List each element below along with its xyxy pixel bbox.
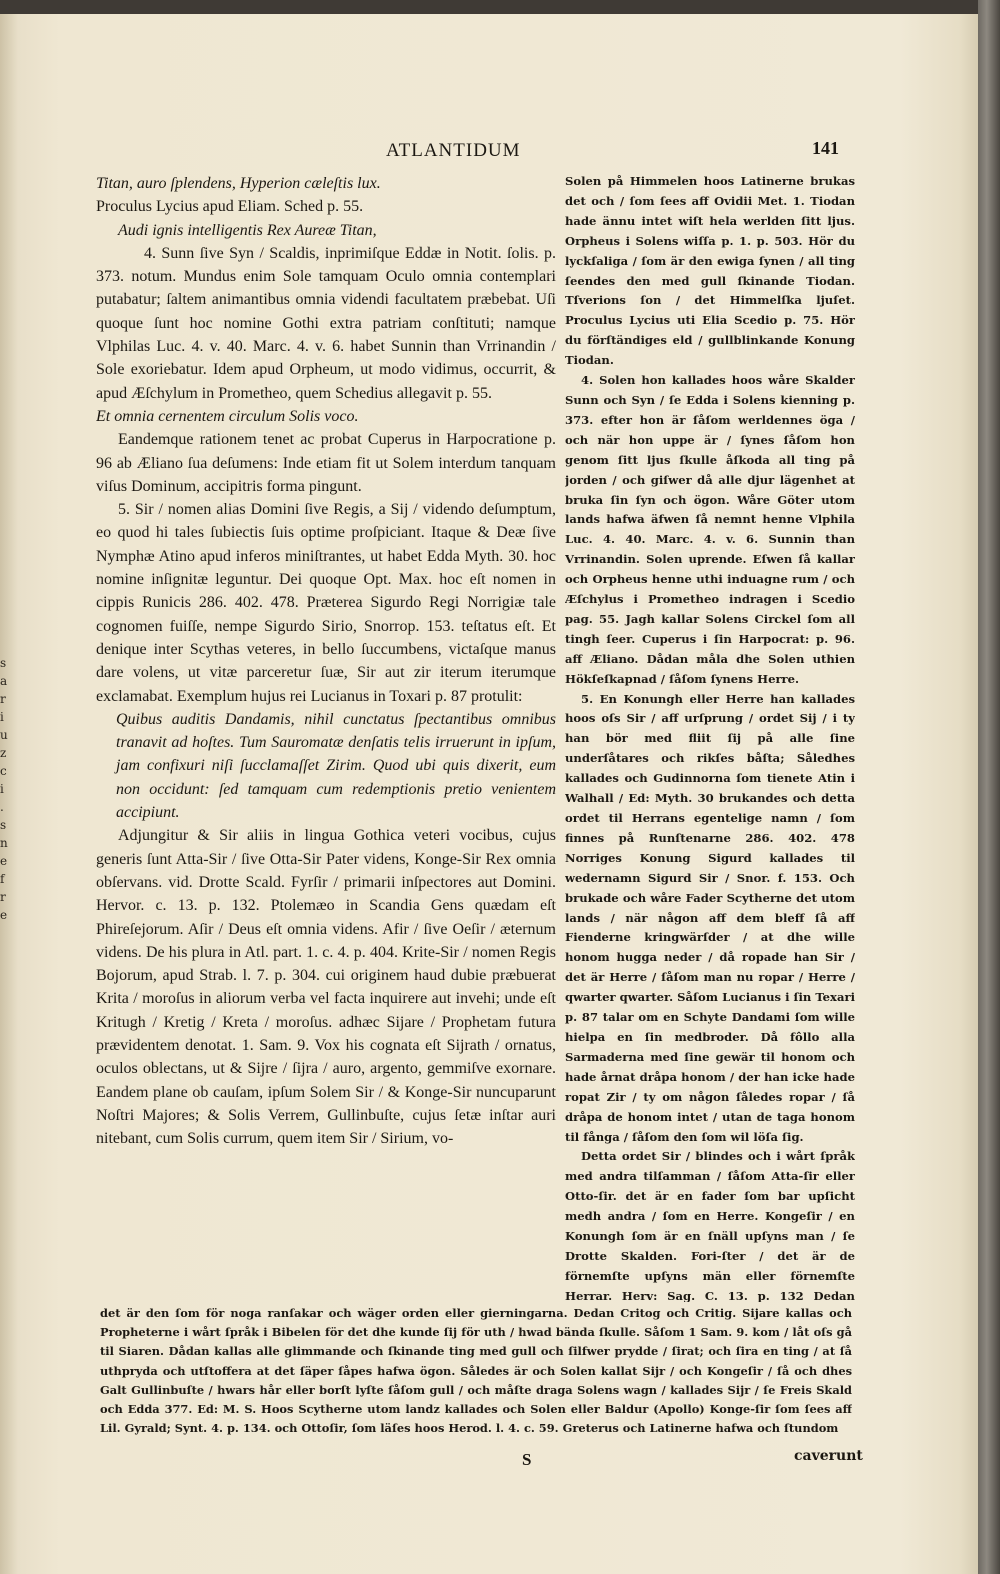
gutter-fragment-text: s a r i u z c i . s n e f r e: [0, 656, 8, 922]
catchword: caverunt: [794, 1448, 863, 1464]
latin-paragraph: Audi ignis intelligentis Rex Aureæ Titan,: [118, 221, 377, 239]
latin-paragraph: Eandemque rationem tenet ac probat Cuperus in Harpocratione p. 96 ab Æliano ſua deſumens: Inde etiam fit ut Solem interdum tanquam viſus Dominum, accipitris forma pingunt.: [96, 431, 556, 495]
latin-paragraph: Et omnia cernentem circulum Solis voco.: [96, 407, 359, 425]
latin-paragraph: Quibus auditis Dandamis, nihil cunctatus ſpectantibus omnibus tranavit ad hoſtes. Tum Sauromatæ denſatis telis irruerunt in ipſum, jam confixuri niſi ſucclamaſſet Zirim. Quod ubi quis dixerit, eum non occidunt: ſed tamquam cum redemptionis pretio venientem accipiunt.: [116, 710, 556, 822]
book-page: [0, 14, 978, 1574]
latin-paragraph: Proculus Lycius apud Eliam. Sched p. 55.: [96, 198, 364, 216]
book-edge: [978, 0, 1000, 1574]
signature-mark: S: [522, 1450, 532, 1469]
swedish-paragraph: Detta ordet Sir / blindes och i wårt ſpråk med andra tilſamman / ſåſom Atta-ſir eller Otto-ſir. det är en fader ſom bar upſicht medh andra / ſom en Herre. Kongeſir / en Konungh ſom är en ſnäll upſyns man / ſe Drotte Skalden. Fori-ſter / det är de förnemſte upſyns män eller förnemſte Herrar. Herv: Sag. C. 13. p. 132 Dedan: [565, 1149, 855, 1302]
swedish-paragraph: 5. En Konungh eller Herre han kallades hoos oſs Sir / aff urſprung / ordet Sij / i ty han bör med fliit ſij på alle ſine underſåtares och rikſes båſta; Såledhes kallades och Gudinnorna ſom tienete Atin i Walhall / Ed: Myth. 30 brukandes och detta ordet til Herrans egentelige namn / ſom finnes på Runſtenarne 286. 402. 478 Norriges Konung Sigurd kallades til wedernamn Sigurd Sir / Snor. f. 153. Och brukade och wåre Fader Scytherne det utom lands / när någon aff dem bleff ſå aff Fienderne kringwärſder / at dhe wille honom hugga neder / då ropade han Sir / det är Herre / ſåſom man nu ropar / Herre / qwarter qwarter. Såſom Lucianus i ſin Texari p. 87 talar om en Schyte Dandami ſom wille hielpa en ſin medbroder. Då fôllo alla Sarmaderna med ſine gewär til honom och hade årnat dråpa honom / der han icke hade ropat Zir / ty om någon ſåledes ropar / ſå dråpa de honom intet / utan de taga honom til fånga / ſåſom den ſom wil löſa ſig.: [565, 691, 855, 1144]
latin-paragraph: Adjungitur & Sir aliis in lingua Gothica veteri vocibus, cujus generis ſunt Atta-Sir / ſive Otta-Sir Pater videns, Konge-Sir Rex omnia obſervans. vid. Drotte Scald. Fyrſir / primarii inſpectores aut Domini. Hervor. c. 13. p. 132. Ptolemæo in Scandia Gens quædam eſt Phireſejorum. Aſir / Deus eſt omnia videns. Afir / ſive Oeſir / æternum videns. De his plura in Atl. part. 1. c. 4. p. 404. Krite-Sir / nomen Regis Bojorum, apud Strab. l. 7. p. 304. cui originem haud dubie præbuerat Krita / moroſus in aliorum verba vel facta inquirere aut invehi; unde eſt Kritugh / Kretig / Kreta / moroſus. adhæc Sijare / Prophetam futura prævidentem denotat. 1. Sam. 9. Vox his cognata eſt Sijrath / ornatus, oculos oblectans, ut & Sijre / ſijra / auro, argento, gemmiſve exornare. Eandem plane ob cauſam, ipſum Solem Sir / & Konge-Sir nuncuparunt Noſtri Majores; & Solis Verrem, Gullinbuſte, cujus ſetæ inſtar auri nitebant, cum Solis currum, quem item Sir / Sirium, vo-: [96, 827, 556, 1148]
swedish-paragraph: Solen på Himmelen hoos Latinerne brukas det och / ſom ſees aff Ovidii Met. 1. Tiodan hade ännu intet wiſt hela werlden ſitt ljus. Orpheus i Solens wiſſa p. 1. p. 503. Hör du lyckſaliga / ſom är den ewiga ſynen / all ting ſeendes den med gull ſkinande Tiodan. Tſverions ſon / det Himmelſka ljuſet. Proculus Lycius uti Elia Scedio p. 75. Hör du förſtändiges eld / gullblinkande Konung Tiodan.: [565, 174, 855, 368]
latin-paragraph: 4. Sunn ſive Syn / Scaldis, inprimiſque Eddæ in Notit. ſolis. p. 373. notum. Mundus enim Sole tamquam Oculo omnia contemplari putabatur; ſaltem animantibus omnia videndi facultatem præbebat. Uſi quoque ſunt hoc nomine Gothi extra patriam conſtituti; namque Vlphilas Luc. 4. v. 40. Marc. 4. v. 6. habet Sunnin than Vrrinandin / Sole exoriebatur. Idem apud Orpheum, ut modo vidimus, occurrit, & apud Æſchylum in Prometheo, quem Schedius allegavit p. 55.: [96, 244, 556, 402]
page-number: 141: [812, 138, 839, 158]
swedish-continuation-footer: det är den ſom för noga ranſakar och wäger orden eller gierningarna. Dedan Critog och Critig. Sijare kallas och Propheterne i wårt ſpråk i Bibelen för det dhe kunde ſij för uth / hwad bända ſkulle. Såſom 1 Sam. 9. kom / låt oſs gå til Siaren. Dådan kallas alle glimmande och ſkinande ting med gull och ſilfwer prydde / ſirat; och ſira en ting / at ſå uthpryda och utſtoffera at det ſäper ſåpes hafwa ögon. Således är och Solen kallat Sijr / och Kongeſir / ſå och dhes Galt Gullinbuſte / hwars hår eller borſt lyſte ſåſom gull / och måſte draga Solens wagn / kallades Sijr / ſe Freis Skald och Edda 377. Ed: M. S. Hoos Scytherne utom landz kallades och Solen eller Baldur (Apollo) Konge-ſir ſom ſees aff Lil. Gyrald; Synt. 4. p. 134. och Ottoſir, ſom läſes hoos Herod. l. 4. c. 59. Greterus och Latinerne hafwa och ſtundom: [100, 1306, 852, 1436]
latin-paragraph: 5. Sir / nomen alias Domini ſive Regis, a Sij / videndo deſumptum, eo quod hi tales ſubiectis ſuis optime proſpiciant. Itaque & Deæ ſive Nymphæ Atino apud inferos miniſtrantes, ut habet Edda Myth. 30. hoc nomine inſignitæ leguntur. Dei quoque Opt. Max. hoc eſt nomen in cippis Runicis 286. 402. 478. Præterea Sigurdo Regi Norrigiæ tale cognomen fuiſſe, nempe Sigurdo Sirio, Snorrop. 153. teſtatus eſt. Et denique inter Scythas veteres, in bello ſuccumbens, victaſque manus dare volens, ut vitæ parceretur ſuæ, Sir aut zir iterum iterumque exclamabat. Exemplum hujus rei Lucianus in Toxari p. 87 protulit:: [96, 501, 556, 705]
running-head: ATLANTIDUM: [386, 140, 521, 161]
latin-column: [96, 172, 556, 1302]
latin-paragraph: Titan, auro ſplendens, Hyperion cæleſtis lux.: [96, 175, 381, 192]
swedish-paragraph: 4. Solen hon kallades hoos wåre Skalder Sunn och Syn / ſe Edda i Solens kienning p. 373. efter hon är ſåſom werldennes öga / och när hon uppe är / ſynes ſåſom hon genom ſitt ljus ſkulle åſkoda all ting på jorden / och giſwer då alle djur lägenhet at bruka ſin ſyn och ögon. Wåre Göter utom lands hafwa äfwen ſå nemnt henne Vlphila Luc. 4. 40. Marc. 4. v. 6. Sunnin than Vrrinandin. Solen uprende. Eſwen ſå kallar och Orpheus henne uthi induagne rum / och Æſchylus i Prometheo indragen i Scedio pag. 55. Jagh kallar Solens Circkel ſom all tingh ſeer. Cuperus i ſin Harpocrat: p. 96. aff Æliano. Dådan måla dhe Solen uthien Hökſeſkapnad / ſåſom ſynens Herre.: [565, 373, 855, 686]
swedish-column: [565, 172, 855, 1302]
